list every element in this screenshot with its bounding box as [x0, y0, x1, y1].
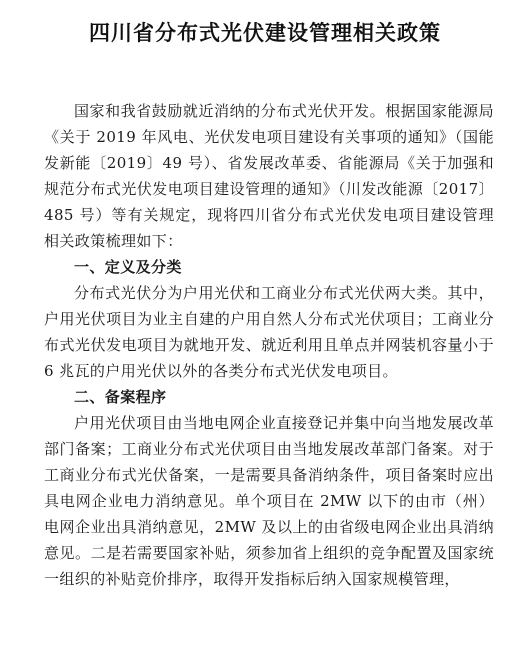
document-title: 四川省分布式光伏建设管理相关政策 [89, 21, 441, 45]
section-heading-definition: 一、定义及分类 [74, 258, 182, 276]
section-paragraph-filing: 户用光伏项目由当地电网企业直接登记并集中向当地发展改革部门备案；工商业分布式光伏项目由当地发展改革部门备案。对于工商业分布式光伏备案，一是需要具备消纳条件，项目备案时应出具电网企业电力消纳意见。单个项目在 2MW 以下的由市（州）电网企业出具消纳意见，2MW 及以上的由省级电网企业出具消纳意见。二是若需要国家补贴，须参加省上组织的竞争配置及国家统一组织的补贴竞价排序，取得开发指标后纳入国家规模管理， [44, 414, 494, 588]
section-heading-filing: 二、备案程序 [74, 388, 167, 406]
intro-paragraph: 国家和我省鼓励就近消纳的分布式光伏开发。根据国家能源局《关于 2019 年风电、光伏发电项目建设有关事项的通知》（国能发新能〔2019〕49 号）、省发展改革委、省能源局《关于加强和规范分布式光伏发电项目建设管理的通知》（川发改能源〔2017〕485 号）等有关规定，现将四川省分布式光伏发电项目建设管理相关政策梳理如下： [44, 102, 494, 250]
document-body [44, 98, 494, 592]
section-paragraph-definition: 分布式光伏分为户用光伏和工商业分布式光伏两大类。其中，户用光伏项目为业主自建的户用自然人分布式光伏项目；工商业分布式光伏发电项目为就地开发、就近利用且单点并网装机容量小于 6 兆瓦的户用光伏以外的各类分布式光伏发电项目。 [44, 284, 494, 380]
